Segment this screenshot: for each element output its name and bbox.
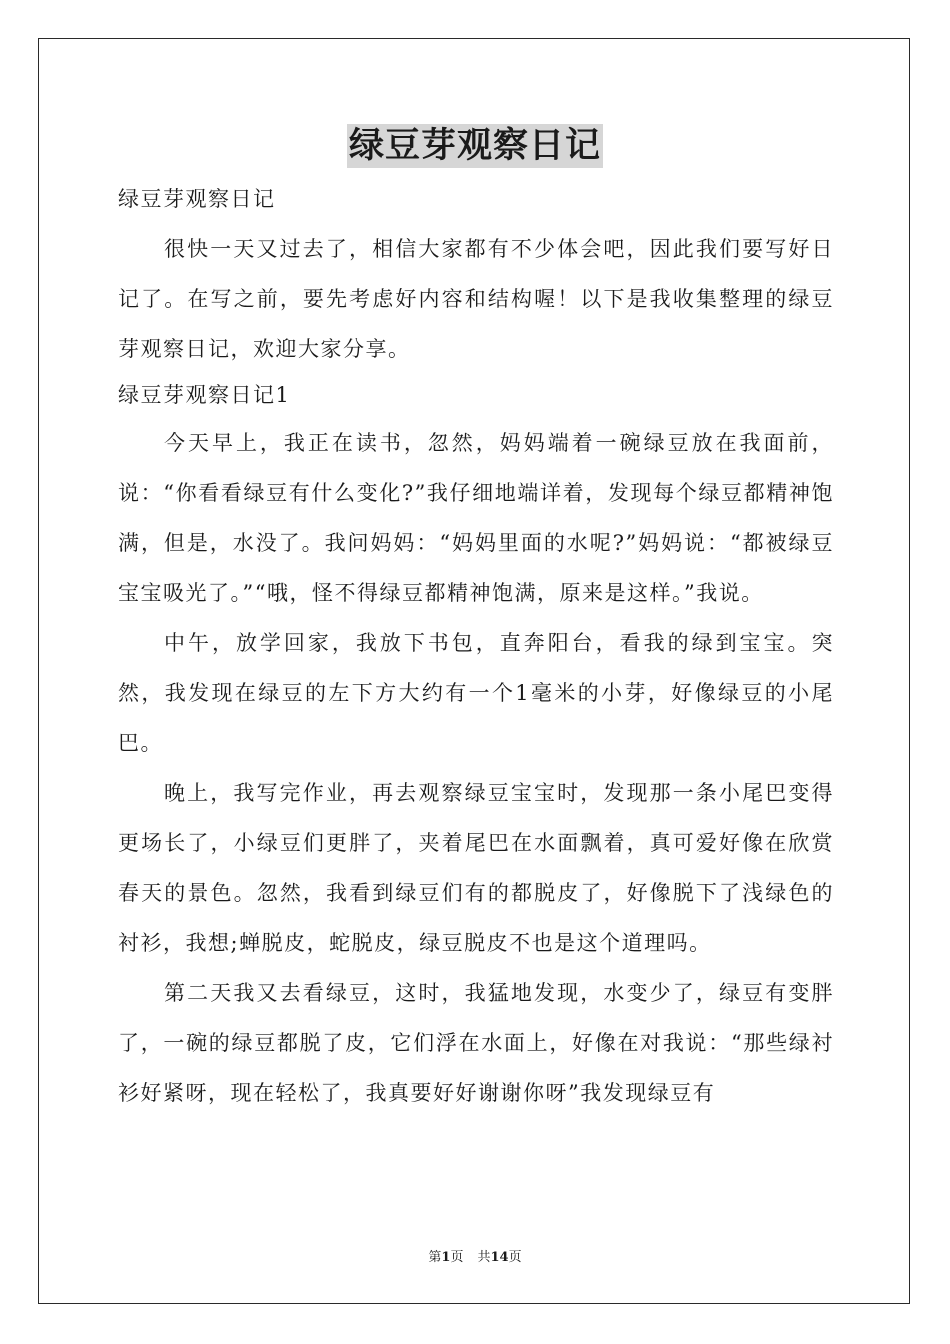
total-suffix: 页: [508, 1250, 522, 1265]
section-title: 绿豆芽观察日记1: [118, 383, 291, 407]
body-paragraph-3: 晚上，我写完作业，再去观察绿豆宝宝时，发现那一条小尾巴变得更场长了，小绿豆们更胖了，夹着尾巴在水面飘着，真可爱好像在欣赏春天的景色。忽然，我看到绿豆们有的都脱皮了，好像脱下了浅绿色的衬衫，我想;蝉脱皮，蛇脱皮，绿豆脱皮不也是这个道理吗。: [118, 781, 834, 955]
document-title: 绿豆芽观察日记: [348, 125, 601, 166]
total-pages: 14: [490, 1250, 509, 1265]
total-prefix: 共: [477, 1250, 491, 1265]
intro-paragraph: 很快一天又过去了，相信大家都有不少体会吧，因此我们要写好日记了。在写之前，要先考虑好内容和结构喔！以下是我收集整理的绿豆芽观察日记，欢迎大家分享。: [118, 237, 834, 361]
page-suffix: 页: [450, 1250, 464, 1265]
page-number: 1: [441, 1250, 451, 1265]
body-paragraph-2: 中午，放学回家，我放下书包，直奔阳台，看我的绿到宝宝。突然，我发现在绿豆的左下方大约有一个1毫米的小芽，好像绿豆的小尾巴。: [118, 631, 834, 755]
page-prefix: 第: [428, 1250, 442, 1265]
body-paragraph-4: 第二天我又去看绿豆，这时，我猛地发现，水变少了，绿豆有变胖了，一碗的绿豆都脱了皮，它们浮在水面上，好像在对我说：“那些绿衬衫好紧呀，现在轻松了，我真要好好谢谢你呀”我发现绿豆有: [118, 981, 834, 1105]
document-subtitle: 绿豆芽观察日记: [118, 187, 276, 211]
document-body: [118, 180, 834, 1118]
title-container: [0, 124, 950, 168]
body-paragraph-1: 今天早上，我正在读书，忽然，妈妈端着一碗绿豆放在我面前，说：“你看看绿豆有什么变化?”我仔细地端详着，发现每个绿豆都精神饱满，但是，水没了。我问妈妈：“妈妈里面的水呢?”妈妈说：“都被绿豆宝宝吸光了。”“哦，怪不得绿豆都精神饱满，原来是这样。”我说。: [118, 431, 834, 605]
page-footer: [0, 1249, 950, 1267]
